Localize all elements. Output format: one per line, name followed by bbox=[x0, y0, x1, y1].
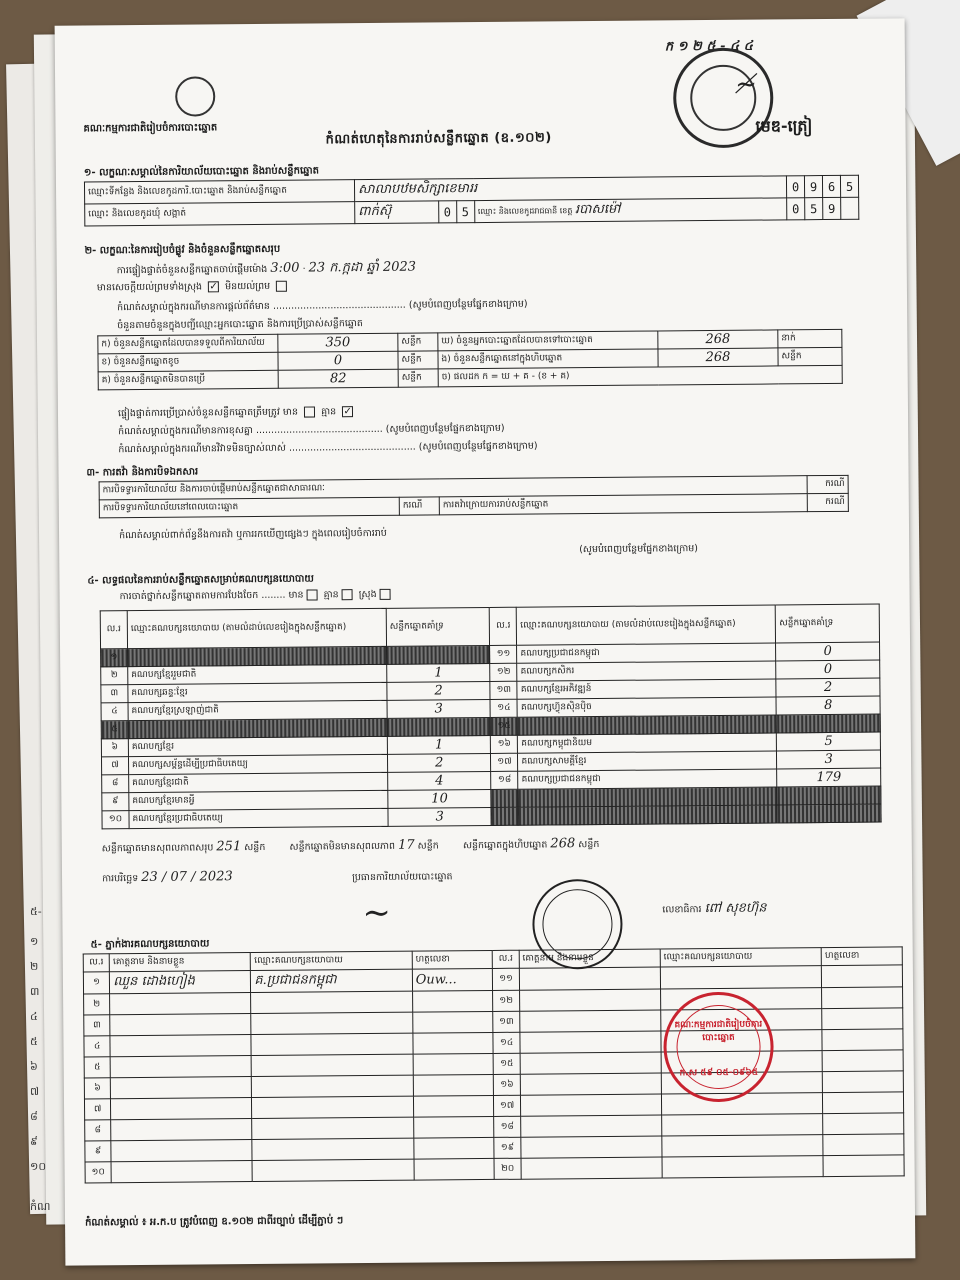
count-value: 350 bbox=[278, 333, 398, 352]
peek-text: ៣ bbox=[30, 985, 40, 998]
footer-note: កំណត់សម្គាល់ ៖ អ.ក.ប ត្រូវបំពេញ ឧ.១០២ ជាពីរច្បាប់ ដើម្បីភ្ជាប់ ៗ bbox=[85, 1215, 344, 1229]
column-header: ឈ្មោះគណបក្សនយោបាយ (តាមលំដាប់លេខរៀងក្នុងសន្លឹកឆ្នោត) bbox=[127, 608, 386, 648]
column-header: ហត្ថលេខា bbox=[821, 947, 902, 966]
complaint-row: ការបិទទ្វារការិយាល័យ និងការចាប់ផ្តើមរាប់សន្លឹកឆ្នោតជាសាធារណៈ bbox=[99, 476, 807, 500]
case-tag: ករណី bbox=[399, 497, 439, 515]
page-title: កំណត់ហេតុនៃការរាប់សន្លឹកឆ្នោត (ឧ.១០២) bbox=[325, 130, 552, 148]
agent-signature bbox=[412, 990, 493, 1012]
count-label: ឃ) ចំនួនអ្នកបោះឆ្នោតដែលបានទៅបោះឆ្នោត bbox=[438, 331, 658, 351]
section-5-title: ៥- ភ្នាក់ងារគណបក្សនយោបាយ bbox=[90, 938, 210, 951]
stamp-code: ក.ស ៥៩ ០៥-០៩៦៥ bbox=[679, 1067, 759, 1079]
row-number: ២ bbox=[101, 667, 128, 685]
vote-count: 2 bbox=[776, 678, 880, 697]
row-number: ៣ bbox=[101, 685, 128, 703]
agent-signature bbox=[413, 1053, 494, 1075]
vote-count: 8 bbox=[776, 696, 880, 715]
ministry-name: គណៈកម្មការជាតិរៀបចំការបោះឆ្នោត bbox=[83, 122, 218, 135]
row-number: ៧ bbox=[84, 1099, 110, 1120]
secretary-line: លេខាធិការ ពៅ សុខហ៊ុន bbox=[662, 900, 767, 917]
vote-count: 5 bbox=[777, 732, 881, 751]
row-number: ១៨ bbox=[494, 1116, 520, 1137]
row-number: ១៨ bbox=[491, 771, 518, 789]
section-4-title: ៤- លទ្ធផលនៃការរាប់សន្លឹកឆ្នោតសម្រាប់គណបក្សនយោបាយ bbox=[87, 573, 314, 587]
count-value: 82 bbox=[278, 369, 398, 388]
agent-signature: Ouw... bbox=[412, 968, 493, 991]
party-name bbox=[518, 805, 777, 825]
signature-top-icon: ≁ bbox=[735, 69, 758, 100]
count-label: ច) ផលដក ក = ឃ + គ - (ខ + គ) bbox=[438, 365, 842, 387]
agent-signature bbox=[823, 1155, 904, 1177]
row-number: ១៦ bbox=[491, 735, 518, 753]
note-line: កំណត់សម្គាល់ពាក់ព័ន្ធនឹងការតវ៉ា ឬការរកឃើញផ្សេងៗ ក្នុងពេលរៀបចំការរាប់ bbox=[119, 527, 387, 542]
vote-count: 2 bbox=[387, 681, 491, 700]
section-3-title: ៣- ការតវ៉ា និងការបិទឯកសារ bbox=[86, 466, 199, 479]
section-1-table bbox=[84, 175, 859, 227]
row-number: ៥ bbox=[84, 1057, 110, 1078]
party-name: គណបក្សខ្មែរជាតិ bbox=[129, 772, 388, 792]
vote-count: 4 bbox=[388, 771, 492, 790]
code-digit: 0 bbox=[786, 176, 804, 198]
agent-name bbox=[110, 1014, 251, 1036]
agent-signature bbox=[823, 1071, 904, 1093]
agent-signature bbox=[823, 1113, 904, 1135]
peek-text: កំណ bbox=[30, 1200, 51, 1213]
party-name: គណបក្សខ្មែរ bbox=[128, 736, 387, 756]
count-value: 268 bbox=[658, 330, 778, 349]
peek-text: ៨ bbox=[30, 1110, 38, 1123]
vote-count: 0 bbox=[776, 660, 880, 679]
row-number: ៤ bbox=[101, 703, 128, 721]
party-name: គណបក្សឆន្ទៈខ្មែរ bbox=[128, 682, 387, 702]
row-number: ១០ bbox=[85, 1162, 111, 1183]
count-unit: នាក់ bbox=[778, 329, 842, 348]
chair-label: ប្រធានការិយាល័យបោះឆ្នោត bbox=[352, 871, 453, 884]
stamp-text: គណៈកម្មការជាតិរៀបចំការបោះឆ្នោត bbox=[674, 1019, 763, 1044]
column-header: គោត្តនាម និងនាមខ្លួន bbox=[519, 949, 660, 968]
count-unit: សន្លឹក bbox=[398, 333, 438, 351]
vote-count: 1 bbox=[387, 663, 491, 682]
row-number: ៣ bbox=[84, 1015, 110, 1036]
party-name: គណបក្សសម្ព័ន្ធដើម្បីប្រជាធិបតេយ្យ bbox=[128, 754, 387, 774]
agent-name bbox=[110, 993, 251, 1015]
agent-name bbox=[519, 967, 660, 990]
column-header: សន្លឹកឆ្នោតគាំទ្រ bbox=[386, 607, 490, 646]
party-name: គណបក្សសាមគ្គីខ្មែរ bbox=[518, 751, 777, 771]
date-line: ការបរិច្ឆេទ 23 / 07 / 2023 bbox=[102, 869, 233, 886]
agent-party: គ.ប្រជាជនកម្ពុជា bbox=[251, 969, 413, 992]
check-line: ផ្ទៀងផ្ទាត់ការប្រើប្រាស់ចំនួនសន្លឹកឆ្នោតត្រឹមត្រូវ មាន គ្មាន ✓ bbox=[118, 405, 356, 421]
agent-name bbox=[520, 1115, 661, 1137]
vote-count bbox=[386, 645, 490, 664]
vote-count: 10 bbox=[388, 789, 492, 808]
agent-party bbox=[660, 966, 822, 989]
count-label: គ) ចំនួនសន្លឹកឆ្នោតមិនបានប្រើ bbox=[98, 370, 278, 390]
agent-name bbox=[520, 1052, 661, 1074]
column-header: ល.រ bbox=[493, 950, 519, 968]
agent-signature bbox=[413, 1074, 494, 1096]
row-number: ៧ bbox=[101, 757, 128, 775]
party-name bbox=[518, 787, 777, 807]
count-value: 268 bbox=[658, 348, 778, 367]
row-number: ១៧ bbox=[494, 1095, 520, 1116]
peek-text: ៤ bbox=[30, 1010, 38, 1023]
agent-party bbox=[662, 1114, 824, 1136]
vote-count: 2 bbox=[387, 753, 491, 772]
row-number bbox=[491, 789, 518, 807]
vote-count bbox=[777, 786, 881, 805]
row-number: ១២ bbox=[493, 990, 519, 1011]
agent-name bbox=[110, 1035, 251, 1057]
agent-party bbox=[251, 1033, 413, 1055]
agent-party bbox=[252, 1096, 414, 1118]
row-number: ៥ bbox=[101, 721, 128, 739]
row-number: ៩ bbox=[85, 1141, 111, 1162]
commune-name: ពាក់ស៊ុ bbox=[355, 201, 439, 224]
party-agents-table bbox=[83, 946, 905, 1183]
column-header: ល.រ bbox=[490, 607, 517, 645]
agent-signature bbox=[822, 965, 903, 988]
count-value: 0 bbox=[278, 351, 398, 370]
code-digit bbox=[841, 197, 859, 219]
agent-signature bbox=[823, 1092, 904, 1114]
agent-signature bbox=[414, 1137, 495, 1159]
agent-signature bbox=[822, 1029, 903, 1051]
vote-count bbox=[777, 714, 881, 733]
agent-party bbox=[662, 1156, 824, 1178]
count-unit: សន្លឹក bbox=[778, 347, 842, 366]
check-yes-checkbox[interactable] bbox=[304, 406, 315, 417]
row-number: ១២ bbox=[490, 663, 517, 681]
agent-signature bbox=[822, 1008, 903, 1030]
option-a-checkbox[interactable] bbox=[307, 589, 318, 600]
agreement-line: មានសេចក្តីយល់ព្រមទាំងស្រុង ✓ មិនយល់ព្រម bbox=[97, 280, 290, 296]
agent-name bbox=[520, 1094, 661, 1116]
vote-count: 1 bbox=[387, 735, 491, 754]
count-unit: សន្លឹក bbox=[398, 351, 438, 369]
section-3-table bbox=[99, 475, 849, 519]
agent-signature bbox=[822, 987, 903, 1009]
agent-name bbox=[111, 1161, 252, 1183]
row-number: ១៣ bbox=[493, 1011, 519, 1032]
total-box-value: 268 bbox=[550, 836, 576, 852]
reference-number: ក ១ ២ ៥ - ៤ ៤ bbox=[664, 38, 753, 55]
party-name bbox=[128, 718, 387, 738]
code-digit: 0 bbox=[787, 198, 805, 220]
column-header: ហត្ថលេខា bbox=[412, 950, 493, 969]
party-name: គណបក្សហ៊្វុនស៊ិនប៉ិច bbox=[517, 697, 776, 717]
disagree-checkbox[interactable] bbox=[276, 281, 287, 292]
row-number: ១១ bbox=[490, 645, 517, 663]
peek-text: ៥ bbox=[30, 1035, 38, 1048]
party-name: គណបក្សប្រជាជនកម្ពុជា bbox=[518, 769, 777, 789]
emblem-icon bbox=[175, 76, 215, 116]
peek-text: ១ bbox=[30, 935, 39, 948]
row-number: ២០ bbox=[494, 1158, 520, 1179]
code-digit: 9 bbox=[804, 176, 822, 198]
code-digit: 5 bbox=[840, 175, 858, 197]
row-label: ឈ្មោះទីកន្លែង និងលេខកូដការិ.បោះឆ្នោត និងរាប់សន្លឹកឆ្នោត bbox=[84, 180, 354, 204]
column-header: ឈ្មោះគណបក្សនយោបាយ (តាមលំដាប់លេខរៀងក្នុងសន្លឹកឆ្នោត) bbox=[517, 605, 776, 645]
vote-count: 0 bbox=[776, 642, 880, 661]
agent-signature bbox=[414, 1158, 495, 1180]
column-header: គោត្តនាម និងនាមខ្លួន bbox=[109, 953, 250, 972]
red-official-stamp bbox=[663, 991, 774, 1102]
count-unit: សន្លឹក bbox=[398, 369, 438, 387]
agent-party bbox=[252, 1075, 414, 1097]
column-header: ល.រ bbox=[100, 611, 127, 649]
total-invalid-value: 17 bbox=[398, 837, 415, 853]
party-name bbox=[127, 646, 386, 666]
code-digit: 6 bbox=[822, 175, 840, 197]
signing-date: 23 / 07 / 2023 bbox=[141, 869, 233, 886]
party-name: គណបក្សខ្មែររួមជាតិ bbox=[128, 664, 387, 684]
note-line: កំណត់សម្គាល់ក្នុងករណីមានការខុសគ្នា .......................................... (សូមបំពេញបន្ថែមផ្នែកខាងក្រោម) bbox=[118, 422, 505, 438]
polling-station-name: សាលាបឋមសិក្សាខេមាររ bbox=[354, 176, 786, 202]
agent-party bbox=[662, 1135, 824, 1157]
agent-party bbox=[252, 1054, 414, 1076]
row-number bbox=[491, 807, 518, 825]
secretary-signature: ពៅ សុខហ៊ុន bbox=[704, 900, 767, 917]
case-tag: ករណី bbox=[807, 475, 848, 493]
agent-signature bbox=[413, 1032, 494, 1054]
note-ref: (សូមបំពេញបន្ថែមផ្នែកខាងក្រោម) bbox=[579, 543, 699, 556]
row-number: ៦ bbox=[84, 1078, 110, 1099]
vote-count bbox=[777, 804, 881, 823]
agent-signature bbox=[413, 1116, 494, 1138]
check-no-checkbox[interactable] bbox=[342, 406, 353, 417]
row-number: ១០ bbox=[102, 811, 129, 829]
code-digit: 5 bbox=[456, 201, 474, 223]
election-result-form bbox=[55, 18, 916, 1265]
option-c-checkbox[interactable] bbox=[380, 589, 391, 600]
counts-intro: ចំនួនតាមចំនួនក្នុងបញ្ជីឈ្មោះអ្នកបោះឆ្នោត និងការប្រើប្រាស់សន្លឹកឆ្នោត bbox=[117, 318, 363, 332]
peek-text: ៦ bbox=[30, 1060, 38, 1073]
province-name: របាសម៉ៅ bbox=[574, 201, 621, 218]
party-name: គណបក្សកសិករ bbox=[517, 661, 776, 681]
column-header: ល.រ bbox=[83, 954, 109, 972]
agent-party bbox=[251, 991, 413, 1013]
row-number: ១៩ bbox=[494, 1137, 520, 1158]
row-number: ៩ bbox=[102, 793, 129, 811]
row-number: ៤ bbox=[84, 1036, 110, 1057]
row-number: ១៥ bbox=[491, 717, 518, 735]
vote-count bbox=[387, 717, 491, 736]
row-number: ១៥ bbox=[494, 1053, 520, 1074]
complaint-row: ការបិទទ្វារការិយាល័យនៅពេលបោះឆ្នោត bbox=[99, 497, 399, 518]
column-header: ឈ្មោះគណបក្សនយោបាយ bbox=[660, 948, 822, 967]
totals-line: សន្លឹកឆ្នោតមានសុពលភាពសរុប 251 សន្លឹក សន្លឹកឆ្នោតមិនមានសុពលភាព 17 សន្លឹក សន្លឹកឆ្នោតក្នុងហិបឆ្នោត 268 សន្លឹក bbox=[101, 836, 600, 855]
row-number: ១ bbox=[101, 649, 128, 667]
agent-party bbox=[252, 1138, 414, 1160]
agent-signature bbox=[413, 1011, 494, 1033]
row-number: ១ bbox=[83, 972, 109, 994]
count-start-line: ការផ្ទៀងផ្ទាត់ចំនួនសន្លឹកឆ្នោតចាប់ផ្ដើមម៉ោង 3:00 · 23 ក.ក្កដា ឆ្នាំ 2023 bbox=[116, 259, 417, 277]
party-name: គណបក្សប្រជាជនកម្ពុជា bbox=[517, 643, 776, 663]
peek-text: ៩ bbox=[30, 1135, 38, 1148]
stamp-label: មេឌ-ត្រៀ bbox=[755, 116, 813, 136]
agent-party bbox=[251, 1012, 413, 1034]
agent-signature bbox=[823, 1134, 904, 1156]
agent-name bbox=[111, 1140, 252, 1162]
agent-name bbox=[520, 1031, 661, 1053]
party-name: គណបក្សខ្មែរស្រឡាញ់ជាតិ bbox=[128, 700, 387, 720]
start-date: 23 ក.ក្កដា ឆ្នាំ 2023 bbox=[308, 259, 417, 276]
party-name bbox=[518, 715, 777, 735]
row-number: ១៧ bbox=[491, 753, 518, 771]
agree-checkbox[interactable] bbox=[208, 281, 219, 292]
row-number: ៨ bbox=[85, 1120, 111, 1141]
agent-name: ឈួន ដោងហៀង bbox=[110, 971, 251, 994]
party-name: គណបក្សខ្មែរអភិវឌ្ឍន៍ bbox=[517, 679, 776, 699]
row-label: ឈ្មោះ និងលេខកូដរាជធានី ខេត្ត របាសម៉ៅ bbox=[474, 198, 787, 223]
peek-text: ១០ bbox=[30, 1160, 47, 1173]
code-digit: 0 bbox=[438, 201, 456, 223]
chair-signature-icon: ~ bbox=[362, 892, 392, 934]
vote-count: 3 bbox=[387, 699, 491, 718]
agent-name bbox=[521, 1136, 662, 1158]
party-results-table bbox=[100, 604, 882, 830]
row-number: ១១ bbox=[493, 968, 519, 990]
agent-signature bbox=[413, 1095, 494, 1117]
row-number: ១៤ bbox=[490, 699, 517, 717]
row-number: ២ bbox=[84, 994, 110, 1015]
peek-text: ៧ bbox=[30, 1085, 40, 1098]
party-name: គណបក្សខ្មែរមានអ្វី bbox=[129, 790, 388, 810]
count-label: ខ) ចំនួនសន្លឹកឆ្នោតខូច bbox=[98, 352, 278, 372]
count-label: ង) ចំនួនសន្លឹកឆ្នោតនៅក្នុងហិបឆ្នោត bbox=[438, 349, 658, 369]
section-2-title: ២- លក្ខណៈនៃការរៀបចំផ្លូវ និងចំនួនសន្លឹកឆ្នោតសរុប bbox=[84, 243, 281, 257]
classification-line: ការចាត់ថ្នាក់សន្លឹកឆ្នោតតាមការបែងចែក ........ មាន គ្មាន ស្រុង bbox=[120, 588, 394, 604]
vote-count: 3 bbox=[388, 807, 492, 826]
column-header: ឈ្មោះគណបក្សនយោបាយ bbox=[251, 951, 413, 970]
agent-name bbox=[111, 1077, 252, 1099]
agent-name bbox=[521, 1157, 662, 1179]
agent-name bbox=[111, 1098, 252, 1120]
section-1-title: ១- លក្ខណៈសម្គាល់នៃការិយាល័យបោះឆ្នោត និងរាប់សន្លឹកឆ្នោត bbox=[83, 165, 320, 179]
agent-party bbox=[252, 1117, 414, 1139]
agent-name bbox=[519, 1010, 660, 1032]
row-number: ១៣ bbox=[490, 681, 517, 699]
case-tag: ករណី bbox=[807, 493, 848, 511]
column-header: សន្លឹកឆ្នោតគាំទ្រ bbox=[776, 604, 880, 643]
party-name: គណបក្សកម្ពុជានិយម bbox=[518, 733, 777, 753]
complaint-row: ការតវ៉ាក្រោយការរាប់សន្លឹកឆ្នោត bbox=[439, 494, 807, 515]
party-name: គណបក្សខ្មែរប្រជាធិបតេយ្យ bbox=[129, 808, 388, 828]
vote-count: 179 bbox=[777, 768, 881, 787]
agent-name bbox=[110, 1056, 251, 1078]
counts-table bbox=[97, 329, 842, 390]
option-b-checkbox[interactable] bbox=[342, 589, 353, 600]
agent-party bbox=[252, 1159, 414, 1181]
row-number: ១៤ bbox=[493, 1032, 519, 1053]
row-number: ១៦ bbox=[494, 1074, 520, 1095]
peek-text: ២ bbox=[30, 960, 39, 973]
row-label: ឈ្មោះ និងលេខកូដឃុំ សង្កាត់ bbox=[85, 202, 355, 226]
peek-text: ៥- bbox=[30, 905, 42, 918]
start-time: 3:00 bbox=[270, 260, 300, 276]
agent-name bbox=[520, 1073, 661, 1095]
agent-signature bbox=[822, 1050, 903, 1072]
agent-name bbox=[111, 1119, 252, 1141]
total-valid-value: 251 bbox=[216, 839, 242, 855]
row-number: ៦ bbox=[101, 739, 128, 757]
code-digit: 5 bbox=[805, 198, 823, 220]
code-digit: 9 bbox=[823, 197, 841, 219]
row-number: ៨ bbox=[102, 775, 129, 793]
count-label: ក) ចំនួនសន្លឹកឆ្នោតដែលបានទទួលពីការិយាល័យ bbox=[98, 334, 278, 354]
vote-count: 3 bbox=[777, 750, 881, 769]
agent-name bbox=[519, 989, 660, 1011]
note-line: កំណត់សម្គាល់ក្នុងករណីមានការផ្តល់ព័ត៌មាន ............................................ (សូមបំពេញបន្ថែមផ្នែកខាងក្រោម) bbox=[117, 298, 528, 314]
note-line: កំណត់សម្គាល់ក្នុងករណីមានវិវាទមិនច្បាស់លាស់ .......................................... (សូមបំពេញបន្ថែមផ្នែកខាងក្រោម) bbox=[118, 440, 538, 456]
